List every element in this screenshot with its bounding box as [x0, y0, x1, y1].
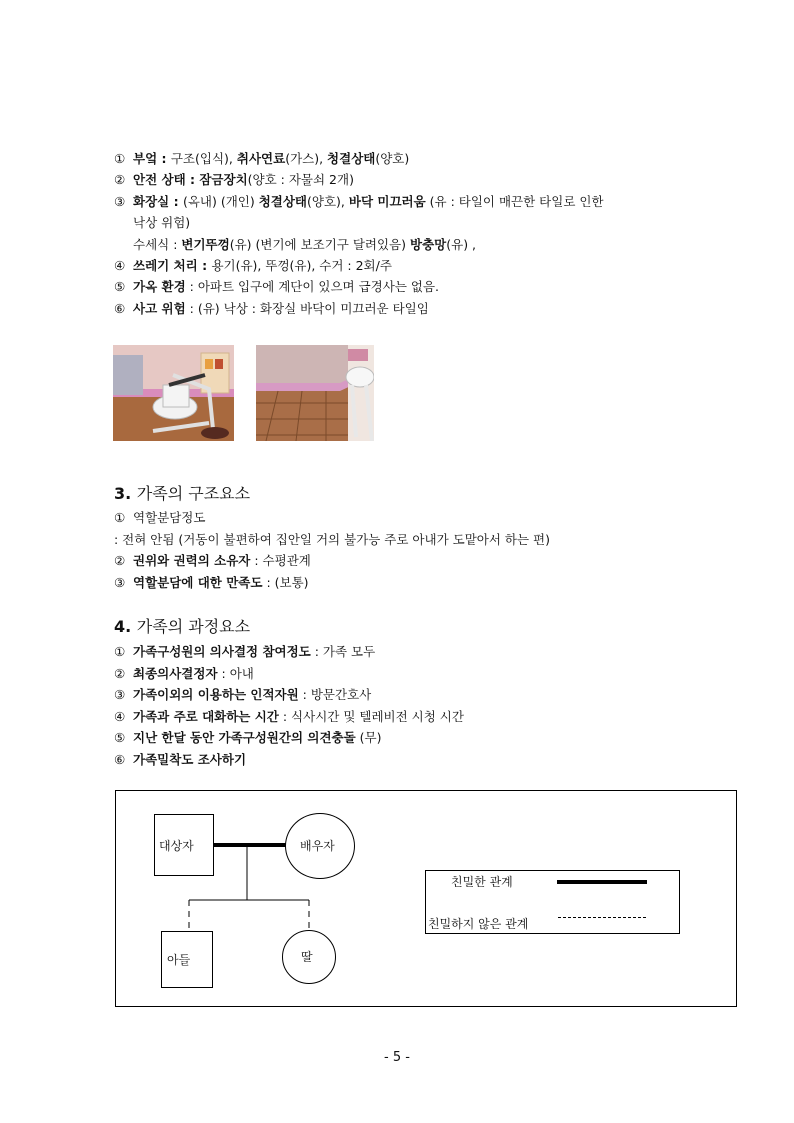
item-number: ⑥ — [114, 300, 126, 316]
list-item — [114, 194, 604, 210]
legend-not-close-line — [558, 917, 646, 918]
item-text: : 식사시간 및 텔레비전 시청 시간 — [278, 708, 464, 724]
item-label: 청결상태 — [327, 151, 376, 166]
item-label: 쓰레기 처리 : — [133, 258, 212, 273]
item-number: ③ — [114, 193, 126, 209]
item-text: (양호 : 자물쇠 2개) — [247, 172, 354, 188]
item-label: 변기뚜껑 — [181, 236, 230, 252]
item-label: 부엌 : — [133, 151, 171, 166]
list-item — [114, 151, 409, 167]
item-number: ④ — [114, 258, 126, 273]
list-item — [114, 532, 550, 548]
item-text: : (보통) — [262, 574, 309, 590]
item-text: : 가족 모두 — [310, 644, 376, 659]
item-text: (양호) — [375, 151, 410, 166]
item-number: ② — [114, 172, 126, 188]
item-label: 가족과 주로 대화하는 시간 — [133, 708, 279, 724]
subject-square — [154, 814, 214, 876]
list-item — [114, 575, 309, 591]
item-text: : 방문간호사 — [298, 687, 372, 703]
subject-label: 대상자 — [159, 839, 194, 853]
bathroom-photo-1 — [113, 345, 234, 441]
item-label: 안전 상태 : 잠금장치 — [133, 172, 248, 188]
item-text: (옥내) (개인) — [182, 193, 259, 209]
section-4-number: 4. — [114, 617, 132, 636]
item-label: 바닥 미끄러움 — [348, 193, 426, 209]
item-label: 화장실 : — [133, 193, 183, 209]
item-text: (양호), — [307, 193, 349, 209]
item-text: (무) — [355, 730, 382, 746]
item-number: ⑤ — [114, 730, 126, 746]
item-text: 낙상 위험) — [133, 215, 191, 231]
list-item — [114, 687, 371, 703]
item-text: : 수평관계 — [250, 553, 311, 568]
item-label: 가족밀착도 조사하기 — [133, 752, 247, 767]
item-text: : 아내 — [217, 665, 254, 681]
item-text: 용기(유), 뚜껑(유), 수거 : 2회/주 — [211, 258, 392, 273]
legend-box — [425, 870, 680, 934]
list-item — [114, 258, 392, 274]
item-text: (가스), — [285, 151, 328, 166]
list-item — [114, 279, 439, 295]
daughter-circle — [282, 930, 336, 984]
item-label: 최종의사결정자 — [133, 665, 218, 681]
item-label: 역할분담에 대한 만족도 — [133, 574, 263, 590]
legend-close-label: 친밀한 관계 — [451, 875, 513, 889]
item-text: 역할분담정도 — [133, 510, 206, 525]
page-number: - 5 - — [384, 1050, 410, 1065]
list-item — [133, 237, 476, 253]
list-item — [114, 644, 375, 660]
legend-not-close-label: 친밀하지 않은 관계 — [428, 917, 529, 931]
item-number: ③ — [114, 574, 126, 590]
item-label: 권위와 권력의 소유자 — [133, 553, 251, 568]
item-number: ② — [114, 665, 126, 681]
list-item — [114, 301, 429, 317]
legend-close-line — [557, 880, 647, 884]
section-4-heading — [114, 617, 250, 637]
item-text: : 전혀 안됨 (거동이 불편하여 집안일 거의 불가능 주로 아내가 도맡아서 하는 편) — [114, 531, 550, 547]
daughter-label: 딸 — [301, 950, 313, 964]
item-number: ① — [114, 644, 126, 659]
item-text: (유 : 타일이 매끈한 타일로 인한 — [425, 193, 604, 209]
item-text: 수세식 : — [133, 236, 182, 252]
list-item — [114, 666, 254, 682]
item-number: ① — [114, 510, 126, 525]
list-item — [114, 553, 311, 569]
item-label: 가족구성원의 의사결정 참여정도 — [133, 644, 311, 659]
list-item — [114, 510, 205, 526]
item-text: 구조(입식), — [170, 151, 237, 166]
item-label: 지난 한달 동안 가족구성원간의 의견충돌 — [133, 730, 356, 746]
item-text: (유) (변기에 보조기구 달려있음) — [229, 236, 411, 252]
section-4-title: 가족의 과정요소 — [136, 617, 251, 636]
genogram-frame — [115, 790, 737, 1007]
item-text: : (유) 낙상 : 화장실 바닥이 미끄러운 타일임 — [185, 300, 429, 316]
section-3-title: 가족의 구조요소 — [136, 484, 251, 503]
item-text: (유) , — [446, 236, 477, 252]
item-label: 방충망 — [410, 236, 447, 252]
item-number: ③ — [114, 687, 126, 703]
item-label: 가옥 환경 — [133, 279, 186, 295]
list-item — [114, 752, 246, 768]
item-label: 취사연료 — [236, 151, 286, 166]
item-number: ⑤ — [114, 279, 126, 295]
list-item — [133, 215, 190, 231]
list-item — [114, 730, 382, 746]
item-number: ① — [114, 151, 126, 166]
spouse-circle — [285, 813, 355, 879]
bathroom-photo-2 — [256, 345, 374, 441]
item-number: ⑥ — [114, 752, 126, 767]
son-label: 아들 — [167, 953, 191, 967]
spouse-label: 배우자 — [300, 839, 335, 853]
item-text: : 아파트 입구에 계단이 있으며 급경사는 없음. — [185, 279, 440, 295]
section-3-heading — [114, 484, 250, 504]
list-item — [114, 709, 464, 725]
son-square — [161, 931, 213, 988]
item-label: 청결상태 — [258, 193, 308, 209]
list-item — [114, 172, 354, 188]
item-label: 가족이외의 이용하는 인적자원 — [133, 687, 299, 703]
item-number: ④ — [114, 708, 126, 724]
item-label: 사고 위험 — [133, 300, 186, 316]
item-number: ② — [114, 553, 126, 568]
section-3-number: 3. — [114, 484, 132, 503]
